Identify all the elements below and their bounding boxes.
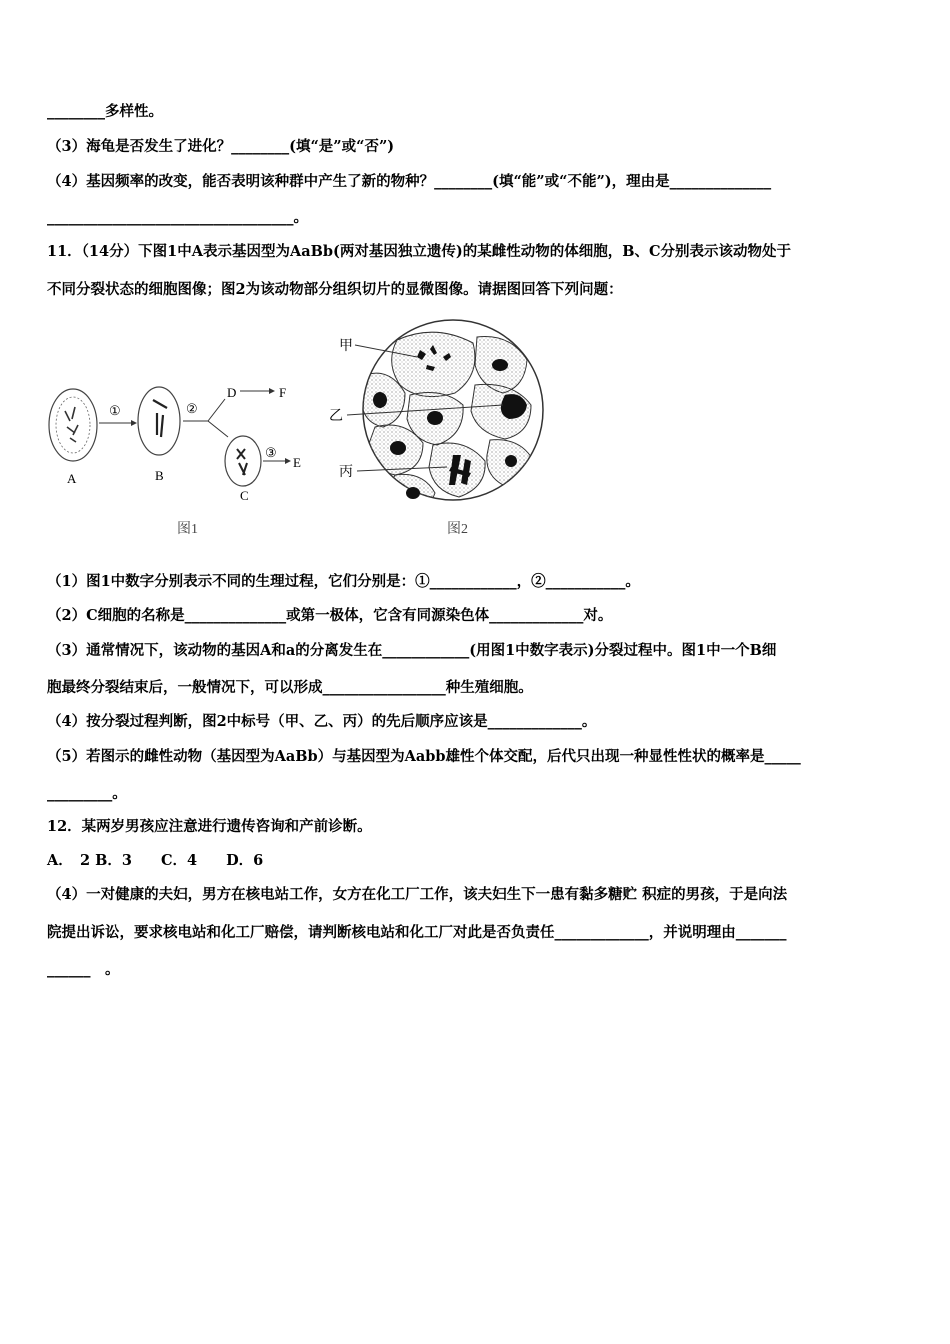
question-11-stem: 11．（14分）下图1中A表示基因型为AaBb(两对基因独立遗传)的某雌性动物的体细胞，B、C分别表示该动物处于 <box>47 243 791 260</box>
figure-1-cell-division <box>45 375 315 540</box>
sub-question-2: （2）C细胞的名称是______________或第一极体，它含有同源染色体_____________对。 <box>47 607 613 624</box>
label-jia: 甲 <box>339 339 353 354</box>
cell-b-chromosomes <box>153 400 167 437</box>
figure-1-caption: 图1 <box>177 522 198 537</box>
figure-2-caption: 图2 <box>447 522 468 537</box>
output-e-label: E <box>293 455 301 470</box>
cell-b-outline <box>138 387 180 455</box>
question-11-stem-cont: 不同分裂状态的细胞图像；图2为该动物部分组织切片的显微图像。请据图回答下列问题： <box>47 281 623 298</box>
text-line-4: __________________________________。 <box>47 209 308 226</box>
step-3-label: ③ <box>265 445 277 460</box>
step-2-label: ② <box>186 401 198 416</box>
label-bing: 丙 <box>339 465 353 480</box>
sub-question-5-cont: _________。 <box>47 785 127 802</box>
text-line-3: （4）基因频率的改变，能否表明该种群中产生了新的物种？________(填“能”或“不能”)，理由是______________ <box>47 173 772 190</box>
sub-question-3: （3）通常情况下，该动物的基因A和a的分离发生在____________(用图1中数字表示)分裂过程中。图1中一个B细 <box>47 642 777 659</box>
output-d-label: D <box>227 385 237 400</box>
label-yi: 乙 <box>329 409 343 424</box>
figure-2-micrograph <box>329 315 555 540</box>
sub-question-1: （1）图1中数字分别表示不同的生理过程，它们分别是：①____________，②___________。 <box>47 573 640 590</box>
sub-question-5: （5）若图示的雌性动物（基因型为AaBb）与基因型为Aabb雄性个体交配，后代只出现一种显性性状的概率是_____ <box>47 748 801 765</box>
sub-question-4: （4）按分裂过程判断，图2中标号（甲、乙、丙）的先后顺序应该是_____________。 <box>47 713 597 730</box>
text-line-1: ________多样性。 <box>47 103 163 120</box>
question-12-options: A． 2 B．3 C．4 D．6 <box>47 852 264 869</box>
question-4-stem-cont: 院提出诉讼，要求核电站和化工厂赔偿，请判断核电站和化工厂对此是否负责任_____________，并说明理由_______ <box>47 924 787 941</box>
cell-c-label: C <box>240 488 249 503</box>
step-1-label: ① <box>109 403 121 418</box>
cell-a-nucleus <box>56 397 90 453</box>
output-f-label: F <box>279 385 287 400</box>
text-line-2: （3）海龟是否发生了进化？________(填“是”或“否”) <box>47 138 395 155</box>
question-4-blank: ______ 。 <box>47 961 120 978</box>
cell-b-label: B <box>155 468 164 483</box>
question-4-stem: （4）一对健康的夫妇，男方在核电站工作，女方在化工厂工作，该夫妇生下一患有黏多糖贮 积症的男孩，于是向法 <box>47 886 788 903</box>
cell-a-chromosomes <box>65 407 78 442</box>
question-12-stem: 12．某两岁男孩应注意进行遗传咨询和产前诊断。 <box>47 818 372 835</box>
sub-question-3-cont: 胞最终分裂结束后，一般情况下，可以形成_________________种生殖细胞。 <box>47 679 533 696</box>
cell-c-chromosomes <box>237 449 247 475</box>
cell-a-label: A <box>67 471 77 486</box>
cell-c-outline <box>225 436 261 486</box>
